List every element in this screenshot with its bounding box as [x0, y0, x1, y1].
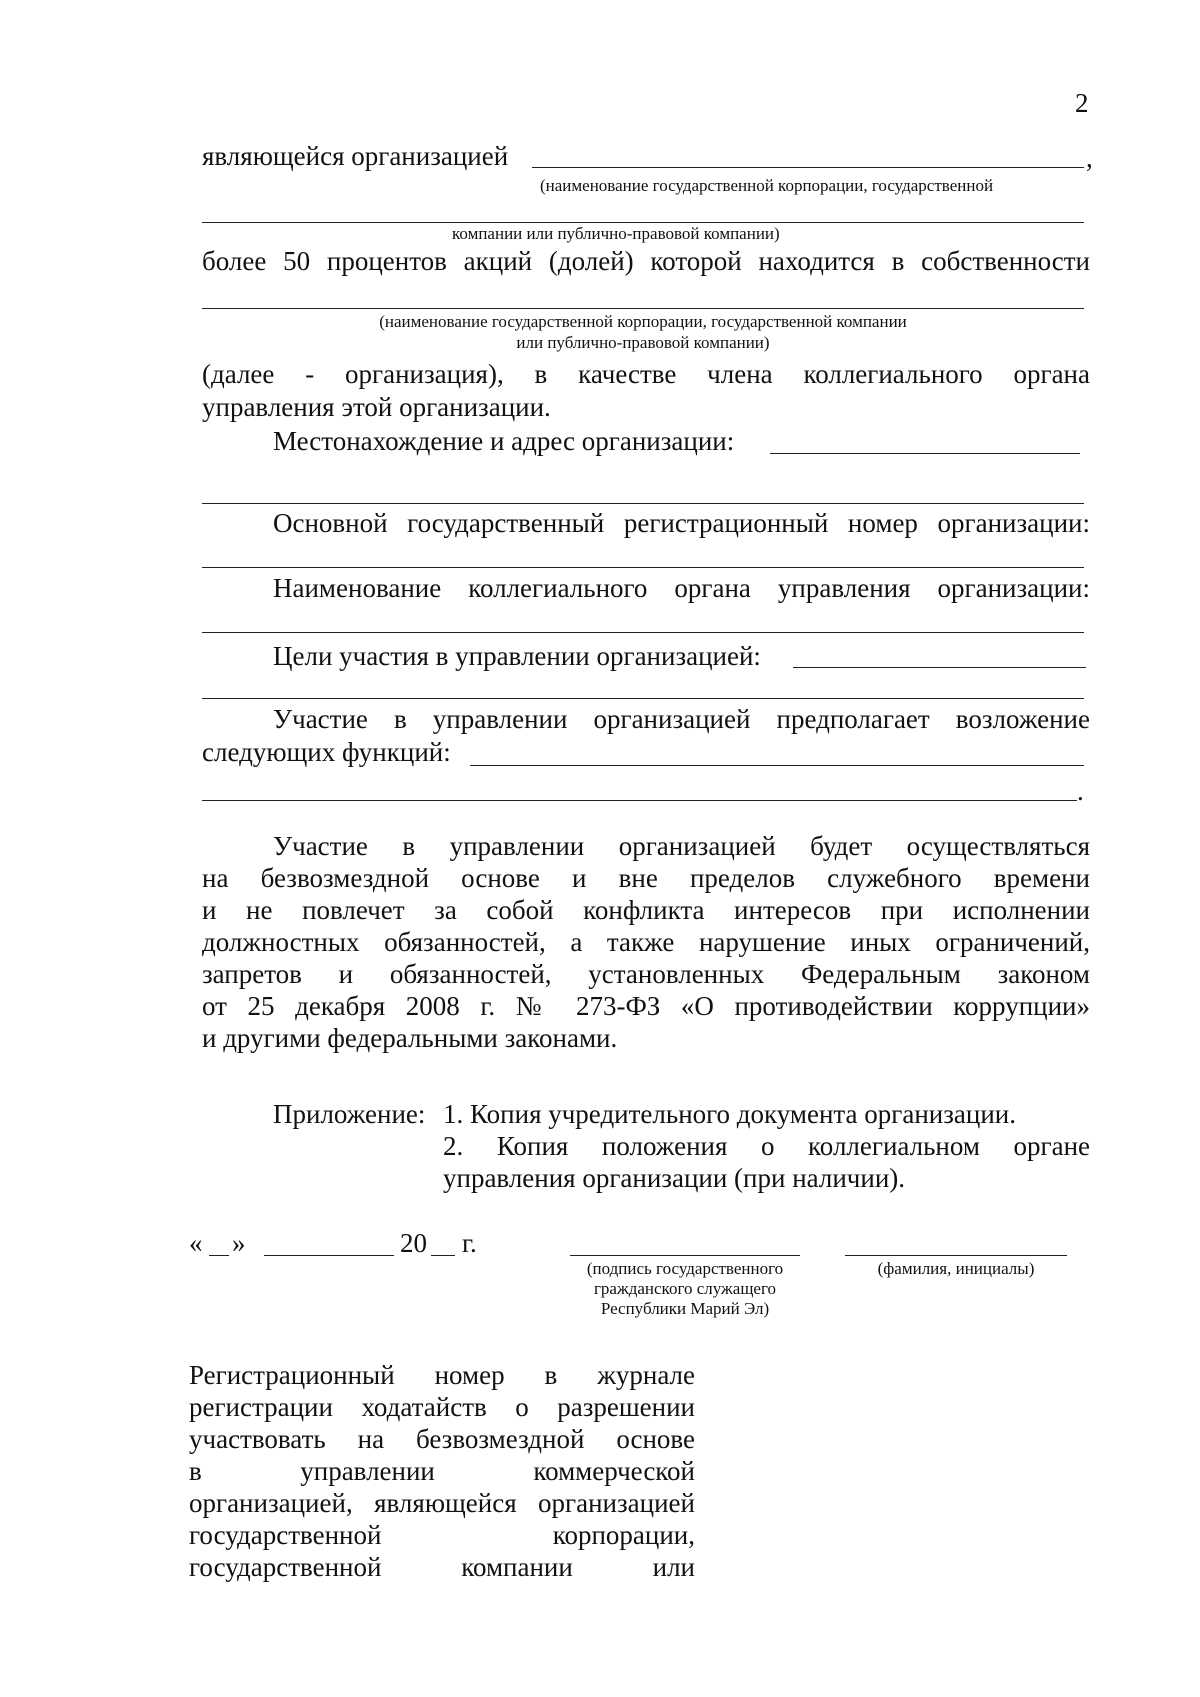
attachments-label: Приложение:: [273, 1099, 426, 1129]
date-close-quote: »: [232, 1228, 246, 1258]
goals-label: Цели участия в управлении организацией:: [273, 641, 761, 671]
name-caption: (фамилия, инициалы): [877, 1259, 1035, 1278]
body-name-fill-line: [202, 632, 1084, 633]
address-fill-line: [770, 453, 1080, 454]
address-fill-line-2: [202, 503, 1084, 504]
statement-line: и другими федеральными законами.: [202, 1023, 618, 1053]
name-line: [845, 1255, 1067, 1256]
caption-org-name-b: компании или публично-правовой компании): [452, 224, 780, 243]
date-year-line: [431, 1255, 455, 1256]
intro-line-3: более 50 процентов акций (долей) которой находится в собственности: [202, 246, 1090, 276]
date-month-line: [264, 1255, 394, 1256]
signature-line: [570, 1255, 800, 1256]
registration-line: организацией, являющейся организацией: [189, 1488, 695, 1518]
statement-line: на безвозмездной основе и вне пределов служебного времени: [202, 863, 1090, 893]
statement-line: Участие в управлении организацией будет осуществляться: [273, 831, 1090, 861]
registration-line: участвовать на безвозмездной основе: [189, 1424, 695, 1454]
signature-caption: (подпись государственного гражданского служащего Республики Марий Эл): [586, 1259, 784, 1318]
date-open-quote: «: [189, 1228, 203, 1258]
attachment-item-2a: 2. Копия положения о коллегиальном органе: [443, 1131, 1090, 1161]
intro-line-5: управления этой организации.: [202, 392, 551, 422]
date-year-prefix: 20: [400, 1228, 427, 1258]
intro-line-1: являющейся организацией: [202, 141, 509, 171]
date-day-line: [209, 1255, 229, 1256]
registration-block: [189, 1359, 695, 1583]
statement-line: должностных обязанностей, а также нарушение иных ограничений,: [202, 927, 1090, 957]
functions-fill-line: [470, 765, 1084, 766]
registration-line: государственной компании или: [189, 1552, 695, 1582]
registration-line: в управлении коммерческой: [189, 1456, 695, 1486]
intro-line-4: (далее - организация), в качестве члена коллегиального органа: [202, 359, 1090, 389]
ogrn-fill-line: [202, 567, 1084, 568]
goals-fill-line-2: [202, 698, 1084, 699]
registration-line: Регистрационный номер в журнале: [189, 1360, 695, 1390]
ogrn-label: Основной государственный регистрационный номер организации:: [273, 508, 1090, 538]
registration-line: регистрации ходатайств о разрешении: [189, 1392, 695, 1422]
statement-line: запретов и обязанностей, установленных Федеральным законом: [202, 959, 1090, 989]
caption-owner-a: (наименование государственной корпорации, государственной компании: [379, 312, 907, 331]
functions-fill-line-2: [202, 800, 1077, 801]
caption-org-name-a: (наименование государственной корпорации, государственной: [540, 176, 994, 195]
body-name-label: Наименование коллегиального органа управления организации:: [273, 573, 1090, 603]
page-number: 2: [1075, 88, 1089, 118]
attachment-item-1: 1. Копия учредительного документа организации.: [443, 1099, 1016, 1129]
goals-fill-line: [793, 667, 1086, 668]
attachment-item-2b: управления организации (при наличии).: [443, 1163, 906, 1193]
statement-line: от 25 декабря 2008 г. № 273-ФЗ «О противодействии коррупции»: [202, 991, 1090, 1021]
org-name-fill-line-2: [202, 222, 1084, 223]
address-label: Местонахождение и адрес организации:: [273, 426, 735, 456]
date-year-suffix: г.: [462, 1228, 477, 1258]
registration-line: государственной корпорации,: [189, 1520, 695, 1550]
statement-line: и не повлечет за собой конфликта интересов при исполнении: [202, 895, 1090, 925]
statement-paragraph: [202, 830, 1090, 1054]
intro-comma: ,: [1086, 143, 1093, 173]
caption-owner-b: или публично-правовой компании): [516, 333, 770, 352]
org-name-fill-line: [532, 167, 1084, 168]
functions-line-1: Участие в управлении организацией предполагает возложение: [273, 704, 1090, 734]
functions-period: .: [1077, 776, 1084, 806]
functions-line-2: следующих функций:: [202, 737, 451, 767]
owner-fill-line: [202, 308, 1084, 309]
